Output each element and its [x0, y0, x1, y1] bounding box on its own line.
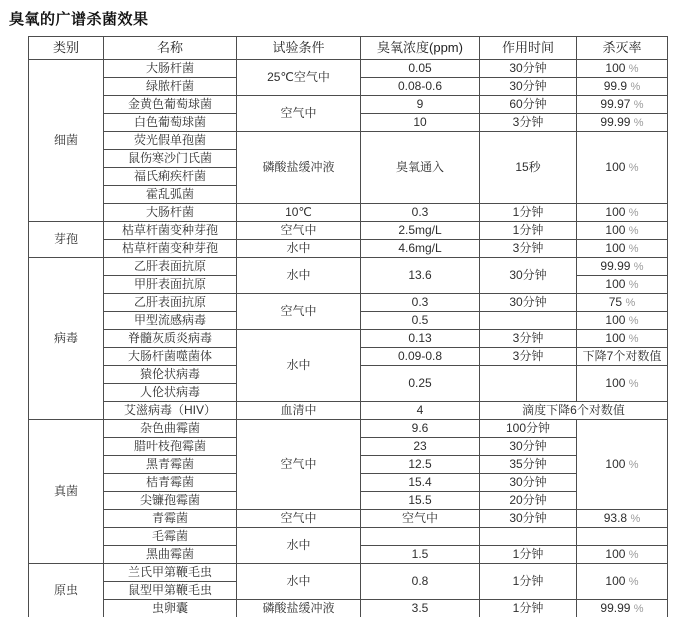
cell-time: 20分钟	[480, 492, 577, 510]
cell-condition: 水中	[237, 258, 361, 294]
cell-name: 鼠伤寒沙门氏菌	[104, 150, 237, 168]
cell-concentration: 0.3	[361, 204, 480, 222]
percent-sign: %	[628, 206, 639, 219]
cell-name: 金黄色葡萄球菌	[104, 96, 237, 114]
cell-name: 杂色曲霉菌	[104, 420, 237, 438]
cell-concentration: 臭氧通入	[361, 132, 480, 204]
cell-condition: 空气中	[237, 420, 361, 510]
rate-value: 99.9	[603, 78, 628, 93]
cell-name: 霍乱弧菌	[104, 186, 237, 204]
cell-rate	[577, 546, 668, 564]
cell-time: 30分钟	[480, 294, 577, 312]
cell-rate	[577, 420, 668, 510]
cell-name: 桔青霉菌	[104, 474, 237, 492]
cell-concentration: 0.13	[361, 330, 480, 348]
column-header-rate: 杀灭率	[577, 37, 668, 60]
percent-sign: %	[630, 512, 641, 525]
cell-name: 兰氏甲第鞭毛虫	[104, 564, 237, 582]
rate-value: 100	[605, 276, 626, 291]
cell-name: 福氏痢疾杆菌	[104, 168, 237, 186]
cell-condition: 水中	[237, 240, 361, 258]
cell-rate: 下降7个对数值	[577, 348, 668, 366]
cell-time: 3分钟	[480, 114, 577, 132]
cell-time: 3分钟	[480, 348, 577, 366]
table-row	[29, 564, 668, 582]
cell-condition: 空气中	[237, 222, 361, 240]
table-row	[29, 204, 668, 222]
cell-time: 3分钟	[480, 240, 577, 258]
cell-time: 1分钟	[480, 564, 577, 600]
table-row	[29, 510, 668, 528]
cell-rate	[577, 366, 668, 402]
cell-concentration: 0.8	[361, 564, 480, 600]
cell-time: 60分钟	[480, 96, 577, 114]
rate-value: 99.99	[600, 600, 631, 615]
cell-rate	[577, 564, 668, 600]
cell-name: 大肠杆菌	[104, 204, 237, 222]
cell-concentration: 0.08-0.6	[361, 78, 480, 96]
cell-category: 芽孢	[29, 222, 104, 258]
percent-sign: %	[628, 548, 639, 561]
cell-time: 滴度下降6个对数值	[480, 402, 668, 420]
ozone-sterilization-table	[28, 36, 668, 617]
cell-condition: 空气中	[237, 96, 361, 132]
cell-time: 1分钟	[480, 204, 577, 222]
cell-concentration: 15.5	[361, 492, 480, 510]
percent-sign: %	[628, 332, 639, 345]
cell-time: 1分钟	[480, 600, 577, 617]
cell-concentration: 0.5	[361, 312, 480, 330]
rate-value: 99.97	[600, 96, 631, 111]
page-title: 臭氧的广谱杀菌效果	[9, 11, 149, 28]
cell-concentration: 12.5	[361, 456, 480, 474]
rate-value: 100	[605, 60, 626, 75]
cell-name: 毛霉菌	[104, 528, 237, 546]
cell-rate	[577, 258, 668, 276]
cell-name: 乙肝表面抗原	[104, 258, 237, 276]
cell-condition: 空气中	[237, 510, 361, 528]
column-header-name: 名称	[104, 37, 237, 60]
percent-sign: %	[628, 314, 639, 327]
cell-concentration: 9.6	[361, 420, 480, 438]
cell-condition: 水中	[237, 528, 361, 564]
percent-sign: %	[633, 116, 644, 129]
cell-time	[480, 366, 577, 402]
percent-sign: %	[628, 242, 639, 255]
cell-name: 猿伦状病毒	[104, 366, 237, 384]
cell-concentration: 4.6mg/L	[361, 240, 480, 258]
rate-value: 93.8	[603, 510, 628, 525]
rate-value: 100	[605, 312, 626, 327]
cell-concentration: 空气中	[361, 510, 480, 528]
table-row	[29, 240, 668, 258]
rate-value: 100	[605, 240, 626, 255]
cell-time: 30分钟	[480, 78, 577, 96]
cell-concentration: 3.5	[361, 600, 480, 617]
cell-time: 30分钟	[480, 438, 577, 456]
table-row	[29, 132, 668, 150]
cell-name: 人伦状病毒	[104, 384, 237, 402]
table-row	[29, 528, 668, 546]
table-row	[29, 222, 668, 240]
cell-name: 白色葡萄球菌	[104, 114, 237, 132]
cell-rate	[577, 240, 668, 258]
cell-time: 30分钟	[480, 258, 577, 294]
cell-concentration: 9	[361, 96, 480, 114]
cell-name: 甲型流感病毒	[104, 312, 237, 330]
cell-rate	[577, 330, 668, 348]
cell-name: 枯草杆菌变种芽孢	[104, 222, 237, 240]
cell-rate	[577, 96, 668, 114]
cell-name: 大肠杆菌噬菌体	[104, 348, 237, 366]
cell-time: 35分钟	[480, 456, 577, 474]
cell-condition: 磷酸盐缓冲液	[237, 132, 361, 204]
cell-time	[480, 312, 577, 330]
percent-sign: %	[633, 602, 644, 615]
cell-time: 1分钟	[480, 222, 577, 240]
table-row	[29, 420, 668, 438]
percent-sign: %	[633, 260, 644, 273]
cell-name: 艾滋病毒（HIV）	[104, 402, 237, 420]
cell-name: 枯草杆菌变种芽孢	[104, 240, 237, 258]
cell-rate	[577, 312, 668, 330]
cell-concentration: 13.6	[361, 258, 480, 294]
rate-value: 100	[605, 159, 626, 174]
table-body	[29, 60, 668, 617]
cell-name: 鼠型甲第鞭毛虫	[104, 582, 237, 600]
cell-rate	[577, 204, 668, 222]
cell-concentration: 15.4	[361, 474, 480, 492]
cell-name: 荧光假单孢菌	[104, 132, 237, 150]
header-row	[29, 37, 668, 60]
cell-concentration: 10	[361, 114, 480, 132]
rate-value: 100	[605, 222, 626, 237]
cell-name: 尖镰孢霉菌	[104, 492, 237, 510]
percent-sign: %	[628, 224, 639, 237]
cell-time: 30分钟	[480, 474, 577, 492]
cell-name: 乙肝表面抗原	[104, 294, 237, 312]
cell-rate	[577, 222, 668, 240]
cell-concentration: 0.05	[361, 60, 480, 78]
percent-sign: %	[630, 80, 641, 93]
cell-condition: 10℃	[237, 204, 361, 222]
rate-value: 100	[605, 573, 626, 588]
cell-condition: 空气中	[237, 294, 361, 330]
table-row	[29, 294, 668, 312]
cell-rate	[577, 60, 668, 78]
table-row	[29, 330, 668, 348]
rate-value: 99.99	[600, 114, 631, 129]
table-row	[29, 60, 668, 78]
rate-value: 75	[608, 294, 623, 309]
table-row	[29, 402, 668, 420]
column-header-concentration: 臭氧浓度(ppm)	[361, 37, 480, 60]
cell-time	[480, 528, 577, 546]
cell-rate	[577, 132, 668, 204]
cell-name: 黑青霉菌	[104, 456, 237, 474]
cell-name: 虫卵囊	[104, 600, 237, 617]
percent-sign: %	[628, 161, 639, 174]
column-header-time: 作用时间	[480, 37, 577, 60]
cell-category: 细菌	[29, 60, 104, 222]
cell-rate	[577, 510, 668, 528]
cell-rate	[577, 600, 668, 617]
percent-sign: %	[625, 296, 636, 309]
cell-concentration: 1.5	[361, 546, 480, 564]
cell-condition: 水中	[237, 330, 361, 402]
cell-rate	[577, 294, 668, 312]
percent-sign: %	[628, 575, 639, 588]
column-header-condition: 试验条件	[237, 37, 361, 60]
rate-value: 100	[605, 456, 626, 471]
cell-condition: 25℃空气中	[237, 60, 361, 96]
cell-name: 腊叶枝孢霉菌	[104, 438, 237, 456]
percent-sign: %	[633, 98, 644, 111]
cell-name: 绿脓杆菌	[104, 78, 237, 96]
cell-name: 大肠杆菌	[104, 60, 237, 78]
cell-concentration: 0.25	[361, 366, 480, 402]
table-row	[29, 258, 668, 276]
cell-name: 青霉菌	[104, 510, 237, 528]
table-row	[29, 600, 668, 617]
cell-category: 原虫	[29, 564, 104, 617]
cell-category: 病毒	[29, 258, 104, 420]
cell-rate	[577, 114, 668, 132]
cell-concentration: 4	[361, 402, 480, 420]
column-header-category: 类别	[29, 37, 104, 60]
cell-time: 15秒	[480, 132, 577, 204]
percent-sign: %	[628, 62, 639, 75]
cell-category: 真菌	[29, 420, 104, 564]
cell-name: 甲肝表面抗原	[104, 276, 237, 294]
cell-time: 1分钟	[480, 546, 577, 564]
cell-condition: 水中	[237, 564, 361, 600]
cell-rate	[577, 528, 668, 546]
cell-rate	[577, 276, 668, 294]
rate-value: 100	[605, 204, 626, 219]
cell-concentration: 0.09-0.8	[361, 348, 480, 366]
cell-name: 黑曲霉菌	[104, 546, 237, 564]
cell-time: 30分钟	[480, 60, 577, 78]
cell-time: 3分钟	[480, 330, 577, 348]
cell-condition: 血清中	[237, 402, 361, 420]
cell-name: 脊髓灰质炎病毒	[104, 330, 237, 348]
cell-time: 30分钟	[480, 510, 577, 528]
rate-value: 100	[605, 546, 626, 561]
rate-value: 100	[605, 375, 626, 390]
cell-concentration: 0.3	[361, 294, 480, 312]
percent-sign: %	[628, 458, 639, 471]
cell-concentration	[361, 528, 480, 546]
percent-sign: %	[628, 278, 639, 291]
rate-value: 99.99	[600, 258, 631, 273]
percent-sign: %	[628, 377, 639, 390]
cell-concentration: 2.5mg/L	[361, 222, 480, 240]
rate-value: 100	[605, 330, 626, 345]
cell-concentration: 23	[361, 438, 480, 456]
cell-time: 100分钟	[480, 420, 577, 438]
cell-rate	[577, 78, 668, 96]
table-row	[29, 96, 668, 114]
cell-condition: 磷酸盐缓冲液	[237, 600, 361, 617]
